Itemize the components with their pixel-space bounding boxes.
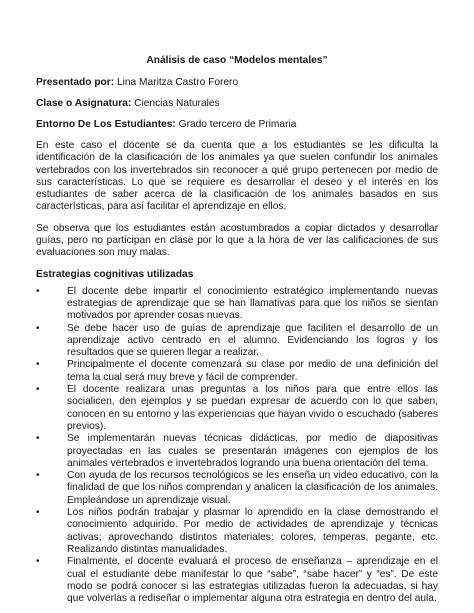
list-item bbox=[36, 507, 438, 556]
list-item bbox=[36, 384, 438, 433]
bullet-icon: • bbox=[36, 507, 40, 519]
meta-label: Entorno De Los Estudiantes: bbox=[36, 119, 176, 130]
list-item-text: Finalmente, el docente evaluará el proceso de enseñanza – aprendizaje en el cual el estudiante debe manifestar lo que “sabe”, “sabe hacer” y “es”. De este modo se podrá conocer si las estrategias utilizadas fueron la adecuadas, si hay que volverlas a rediseñar o implementar alguna otra estrategia en dentro del aula. bbox=[67, 556, 438, 605]
meta-label: Clase o Asignatura: bbox=[36, 98, 132, 109]
meta-subject bbox=[36, 98, 438, 110]
strategy-list bbox=[36, 286, 438, 606]
meta-value: Ciencias Naturales bbox=[131, 98, 220, 109]
meta-environment bbox=[36, 119, 438, 131]
section-heading: Estrategias cognitivas utilizadas bbox=[36, 268, 194, 280]
list-item bbox=[36, 323, 438, 360]
list-item-text: Los niños podrán trabajar y plasmar lo aprendido en la clase demostrando el conocimiento adquirido. Por medio de actividades de aprendizaje y técnicas activas; aprovechando distintos materiales: colores, temperas, pegante, etc. Realizando distintas manualidades. bbox=[67, 507, 438, 555]
list-item bbox=[36, 470, 438, 507]
list-item-text: Se implementarán nuevas técnicas didácticas, por medio de diapositivas proyectadas en las cuales se presentarán imágenes con ejemplos de los animales vertebrados e invertebrados logrando una buena orientación del tema. bbox=[67, 433, 438, 469]
list-item bbox=[36, 286, 438, 323]
bullet-icon: • bbox=[36, 322, 40, 334]
bullet-icon: • bbox=[36, 359, 40, 371]
list-item-text: El docente debe impartir el conocimiento estratégico implementando nuevas estrategias de aprendizaje que se han llamativas para que los niños se sientan motivados por aprender cosas nuevas. bbox=[67, 285, 438, 322]
paragraph-case: En este caso el docente se da cuenta que a los estudiantes se les dificulta la identificación de la clasificación de los animales ya que suelen confundir los animales vertebrados con los invertebrados sin reconocer a qué grupo pertenecen por medio de sus características. Lo que se requiere es desarrollar el deseo y el interés en los estudiantes de saber acerca de la clasificación de los animales basados en sus características, para así facilitar el aprendizaje en ellos. bbox=[36, 140, 438, 213]
meta-label: Presentado por: bbox=[36, 77, 115, 88]
paragraph-observation: Se observa que los estudiantes están acostumbrados a copiar dictados y desarrollar guías, pero no participan en clase por lo que a la hora de ver las calificaciones de sus evaluaciones son muy malas. bbox=[36, 222, 438, 259]
meta-presented-by bbox=[36, 77, 438, 89]
list-item-text: Principalmente el docente comenzará su clase por medio de una definición del tema la cual será muy breve y fácil de comprender. bbox=[67, 359, 438, 383]
list-item-text: El docente realizara unas preguntas a los niños para que entre ellos las socialicen, den ejemplos y se puedan expresar de acuerdo con lo que saben, conocen en su entorno y las experiencias que hayan vivido o escuchado (saberes previos). bbox=[67, 384, 438, 432]
list-item bbox=[36, 359, 438, 384]
meta-value: Lina Maritza Castro Forero bbox=[114, 77, 239, 88]
document-title: Análisis de caso “Modelos mentales” bbox=[146, 55, 328, 66]
bullet-icon: • bbox=[36, 433, 40, 445]
bullet-icon: • bbox=[36, 285, 40, 297]
list-item bbox=[36, 556, 438, 605]
list-item-text: Con ayuda de los recursos tecnológicos se les enseña un video educativo, con la finalidad de que los niños comprendan y analicen la clasificación de los animales. Empleándose un aprendizaje visual. bbox=[67, 470, 438, 506]
list-item-text: Se debe hacer uso de guías de aprendizaje que faciliten el desarrollo de un aprendizaje activo centrado en el alumno. Evidenciando los logros y los resultados que se quieren llegar a realizar. bbox=[67, 322, 438, 359]
list-item bbox=[36, 433, 438, 470]
bullet-icon: • bbox=[36, 384, 40, 396]
bullet-icon: • bbox=[36, 470, 40, 482]
meta-value: Grado tercero de Primaria bbox=[175, 119, 297, 130]
bullet-icon: • bbox=[36, 556, 40, 568]
